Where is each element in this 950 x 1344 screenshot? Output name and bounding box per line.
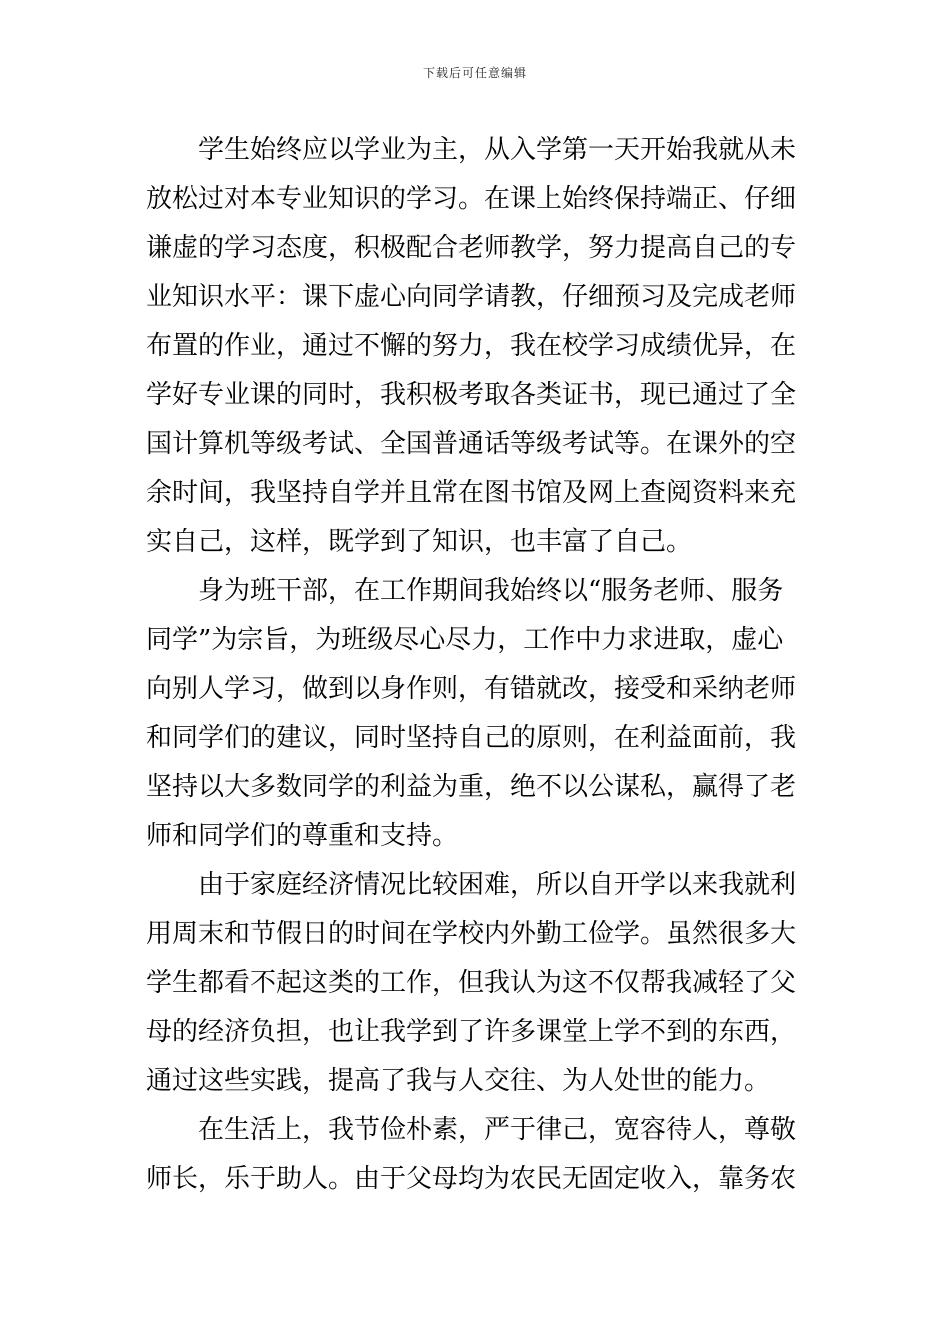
text-line: 放松过对本专业知识的学习。在课上始终保持端正、仔细 <box>146 184 797 214</box>
paragraph-work-study <box>146 861 806 1106</box>
text-line: 国计算机等级考试、全国普通话等级考试等。在课外的空 <box>146 429 797 459</box>
text-line: 学生始终应以学业为主，从入学第一天开始我就从未 <box>198 135 797 165</box>
paragraph-class-cadre <box>146 567 806 861</box>
text-line: 余时间，我坚持自学并且常在图书馆及网上查阅资料来充 <box>146 478 797 508</box>
paragraph-study <box>146 126 806 567</box>
document-body <box>146 126 806 1204</box>
paragraph-life <box>146 1106 806 1204</box>
text-line: 在生活上，我节俭朴素，严于律己，宽容待人，尊敬 <box>198 1115 797 1145</box>
text-line: 用周末和节假日的时间在学校内外勤工俭学。虽然很多大 <box>146 919 797 949</box>
text-line: 业知识水平：课下虚心向同学请教，仔细预习及完成老师 <box>146 282 797 312</box>
text-line: 同学”为宗旨，为班级尽心尽力，工作中力求进取，虚心 <box>146 625 784 655</box>
text-line: 实自己，这样，既学到了知识，也丰富了自己。 <box>146 527 693 557</box>
page-header: 下载后可任意编辑 <box>422 66 527 80</box>
text-line: 母的经济负担，也让我学到了许多课堂上学不到的东西， <box>146 1017 797 1047</box>
text-line: 师长，乐于助人。由于父母均为农民无固定收入，靠务农 <box>146 1164 797 1194</box>
text-line: 通过这些实践，提高了我与人交往、为人处世的能力。 <box>146 1066 771 1096</box>
text-line: 由于家庭经济情况比较困难，所以自开学以来我就利 <box>198 870 797 900</box>
text-line: 学生都看不起这类的工作，但我认为这不仅帮我减轻了父 <box>146 968 797 998</box>
text-line: 和同学们的建议，同时坚持自己的原则，在利益面前，我 <box>146 723 797 753</box>
text-line: 谦虚的学习态度，积极配合老师教学，努力提高自己的专 <box>146 233 797 263</box>
text-line: 身为班干部，在工作期间我始终以“服务老师、服务 <box>198 576 784 606</box>
text-line: 向别人学习，做到以身作则，有错就改，接受和采纳老师 <box>146 674 797 704</box>
text-line: 布置的作业，通过不懈的努力，我在校学习成绩优异，在 <box>146 331 797 361</box>
text-line: 师和同学们的尊重和支持。 <box>146 821 459 851</box>
text-line: 学好专业课的同时，我积极考取各类证书，现已通过了全 <box>146 380 797 410</box>
text-line: 坚持以大多数同学的利益为重，绝不以公谋私，赢得了老 <box>146 772 797 802</box>
